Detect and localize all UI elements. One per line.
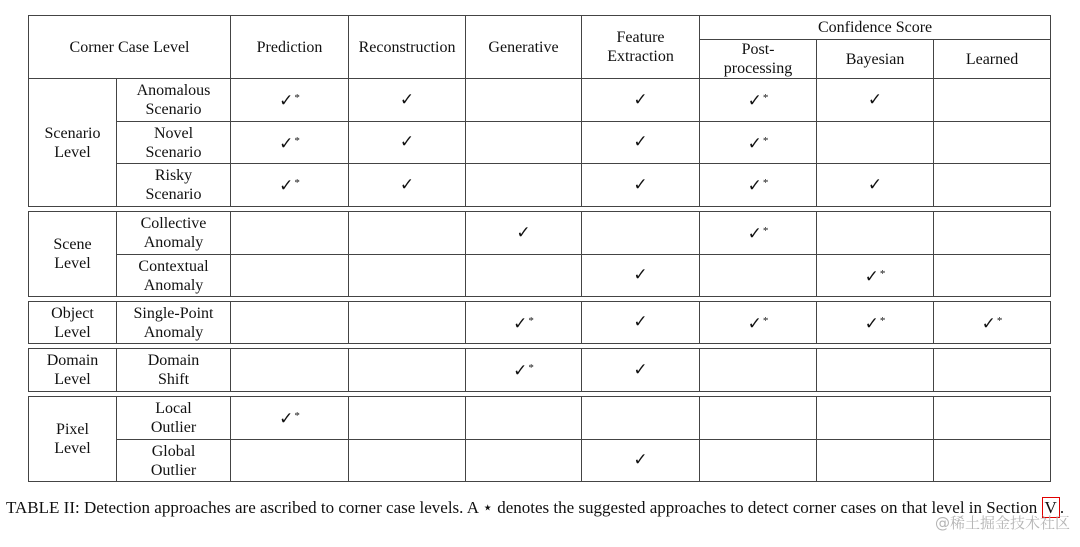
cell-reconstruction [349,255,466,297]
level-label: Level [54,371,91,388]
cell-learned [934,440,1051,482]
header-prediction: Prediction [231,16,349,79]
check-icon: ✓ [633,174,648,195]
watermark: @稀土掘金技术社区 [934,514,1070,532]
table-row [29,122,1051,164]
case-name-label: Global [151,442,196,460]
header-feature-extraction-line: Extraction [607,48,674,65]
caption-end: . [1059,498,1065,517]
case-name-cell [117,302,231,344]
cell-post-processing [700,349,817,392]
level-label: Object [51,304,94,322]
star-icon: * [762,92,769,104]
cell-reconstruction [349,302,466,344]
header-post-processing-line: Post- [741,41,775,58]
table-block-pixel [28,396,1051,482]
section-link[interactable]: V [1042,497,1060,518]
cell-post-processing [700,397,817,440]
cell-bayesian [817,349,934,392]
check-icon: ✓ [867,174,883,195]
header-confidence-score: Confidence Score [700,16,1051,40]
case-name-cell [117,349,231,392]
cell-prediction [231,164,349,207]
table-block-domain [28,348,1051,392]
star-icon: * [996,314,1003,327]
cell-bayesian [817,212,934,255]
check-icon: ✓ [399,174,415,195]
comparison-table [28,15,1050,482]
case-name-cell [117,164,231,207]
cell-bayesian [817,79,934,122]
table-row [29,212,1051,255]
cell-prediction [231,122,349,164]
level-label: Domain [46,352,99,369]
table-row [29,440,1051,482]
cell-generative [466,212,582,255]
case-name-label: Shift [157,371,190,388]
table-row [29,302,1051,344]
check-icon: ✓ [516,222,531,243]
cell-generative [466,255,582,297]
check-icon: ✓ [633,312,648,332]
header-post-processing [700,40,817,79]
check-icon: ✓ [279,409,294,429]
cell-generative [466,79,582,122]
header-learned: Learned [934,40,1051,79]
cell-reconstruction [349,79,466,122]
cell-feature-extraction [582,397,700,440]
table-row [29,164,1051,207]
cell-feature-extraction [582,349,700,392]
header-bayesian: Bayesian [817,40,934,79]
caption-text: Detection approaches are ascribed to corner case levels. A [79,498,483,517]
case-name-label: Scenario [145,186,202,203]
case-name-label: Anomaly [143,323,204,341]
star-icon: * [294,92,300,104]
level-cell [29,349,117,392]
level-label: Scene [53,236,92,253]
cell-generative [466,440,582,482]
cell-generative [466,302,582,344]
star-icon: * [294,177,300,189]
level-cell [29,302,117,344]
star-icon: * [528,362,534,374]
check-icon: ✓ [747,224,762,244]
check-icon: ✓ [399,132,415,152]
cell-reconstruction [349,440,466,482]
level-cell [29,212,117,297]
star-icon: * [762,314,769,327]
cell-prediction [231,255,349,297]
cell-post-processing [700,440,817,482]
check-icon: ✓ [633,89,648,110]
cell-post-processing [700,164,817,207]
check-icon: ✓ [279,91,294,111]
check-icon: ✓ [633,359,648,380]
cell-post-processing [700,79,817,122]
check-icon: ✓ [633,450,648,470]
cell-bayesian [817,302,934,344]
cell-prediction [231,397,349,440]
table-row [29,349,1051,392]
case-name-label: Contextual [138,257,209,275]
check-icon: ✓ [867,89,883,110]
header-feature-extraction-line: Feature [616,29,665,46]
header-post-processing-line: processing [723,60,793,77]
cell-bayesian [817,255,934,297]
cell-learned [934,79,1051,122]
cell-post-processing [700,302,817,344]
level-cell [29,397,117,482]
table-caption [6,497,1076,518]
cell-prediction [231,212,349,255]
header-generative: Generative [466,16,582,79]
table-block-object [28,301,1051,344]
level-label: Scenario [44,124,101,142]
star-icon: * [762,225,769,237]
cell-bayesian [817,397,934,440]
check-icon: ✓ [981,313,996,334]
cell-reconstruction [349,164,466,207]
check-icon: ✓ [513,313,528,334]
case-name-cell [117,212,231,255]
star-icon: * [762,134,769,147]
cell-learned [934,397,1051,440]
cell-generative [466,349,582,392]
case-name-label: Scenario [145,143,202,161]
cell-learned [934,302,1051,344]
caption-star: ⋆ [482,498,493,517]
cell-prediction [231,440,349,482]
header-feature-extraction [582,16,700,79]
star-icon: * [294,410,300,422]
case-name-cell [117,440,231,482]
cell-feature-extraction [582,440,700,482]
cell-generative [466,397,582,440]
case-name-label: Collective [140,215,207,232]
case-name-label: Scenario [145,101,202,118]
case-name-label: Anomalous [136,82,211,99]
cell-feature-extraction [582,79,700,122]
star-icon: * [528,314,534,327]
case-name-label: Anomaly [143,234,204,251]
cell-learned [934,255,1051,297]
cell-feature-extraction [582,255,700,297]
cell-bayesian [817,440,934,482]
cell-post-processing [700,212,817,255]
cell-reconstruction [349,397,466,440]
table-row [29,397,1051,440]
cell-learned [934,349,1051,392]
case-name-label: Novel [153,124,194,142]
case-name-label: Risky [154,167,193,184]
table-row [29,79,1051,122]
header-reconstruction: Reconstruction [349,16,466,79]
level-label: Pixel [56,421,89,438]
cell-learned [934,164,1051,207]
caption-label: TABLE II: [6,498,80,517]
level-label: Level [54,255,91,272]
check-icon: ✓ [279,176,294,196]
case-name-label: Outlier [150,461,197,479]
check-icon: ✓ [864,266,879,287]
cell-generative [466,164,582,207]
caption-text-cont: denotes the suggested approaches to detect corner cases on that level in Section [492,498,1042,517]
cell-post-processing [700,122,817,164]
cell-post-processing [700,255,817,297]
cell-prediction [231,79,349,122]
case-name-label: Single-Point [133,304,214,322]
check-icon: ✓ [747,176,762,196]
check-icon: ✓ [279,133,294,154]
case-name-cell [117,122,231,164]
table-row [29,255,1051,297]
cell-prediction [231,302,349,344]
cell-learned [934,212,1051,255]
table-block-scenario [28,15,1051,207]
cell-feature-extraction [582,302,700,344]
star-icon: * [294,134,300,147]
cell-prediction [231,349,349,392]
check-icon: ✓ [864,313,879,334]
cell-feature-extraction [582,212,700,255]
check-icon: ✓ [513,361,528,381]
case-name-cell [117,255,231,297]
check-icon: ✓ [747,313,762,334]
check-icon: ✓ [747,91,762,111]
level-label: Level [54,440,91,457]
cell-generative [466,122,582,164]
star-icon: * [762,177,769,189]
table-block-scene [28,211,1051,297]
cell-reconstruction [349,122,466,164]
check-icon: ✓ [633,132,648,152]
check-icon: ✓ [399,89,415,110]
case-name-label: Outlier [150,419,197,436]
case-name-cell [117,79,231,122]
star-icon: * [879,314,886,327]
cell-learned [934,122,1051,164]
case-name-label: Local [155,400,192,417]
star-icon: * [879,267,886,280]
cell-feature-extraction [582,122,700,164]
header-corner-case-level: Corner Case Level [29,16,231,79]
case-name-cell [117,397,231,440]
case-name-label: Domain [147,352,200,369]
check-icon: ✓ [633,265,648,285]
level-cell [29,79,117,207]
check-icon: ✓ [747,133,762,154]
cell-reconstruction [349,212,466,255]
level-label: Level [54,143,91,161]
cell-bayesian [817,122,934,164]
cell-reconstruction [349,349,466,392]
level-label: Level [54,323,91,341]
cell-feature-extraction [582,164,700,207]
case-name-label: Anomaly [143,276,204,294]
cell-bayesian [817,164,934,207]
